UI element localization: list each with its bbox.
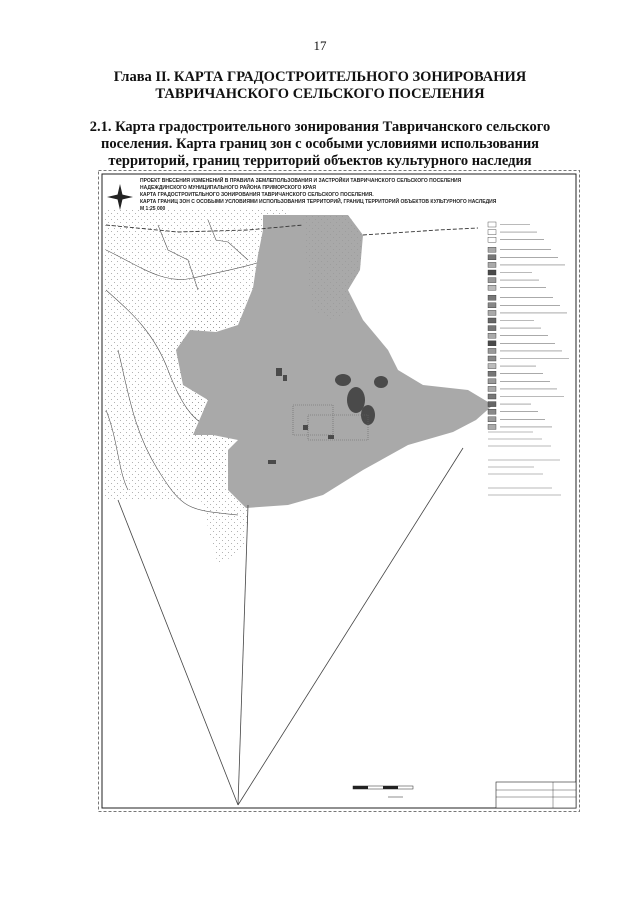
map-header-line: КАРТА ГРАНИЦ ЗОН С ОСОБЫМИ УСЛОВИЯМИ ИСПОЛЬЗОВАНИЯ ТЕРРИТОРИЙ, ГРАНИЦ ТЕРРИТОРИЙ ОБЪЕКТОВ КУЛЬТУРНОГО НАСЛЕДИЯ bbox=[140, 199, 497, 205]
legend-swatch bbox=[488, 341, 496, 346]
legend-swatch bbox=[488, 285, 496, 290]
legend-swatch bbox=[488, 303, 496, 308]
legend-swatch bbox=[488, 356, 496, 361]
map-header-line: ПРОЕКТ ВНЕСЕНИЯ ИЗМЕНЕНИЙ В ПРАВИЛА ЗЕМЛЕПОЛЬЗОВАНИЯ И ЗАСТРОЙКИ ТАВРИЧАНСКОГО СЕЛЬСКОГО ПОСЕЛЕНИЯ bbox=[140, 178, 462, 184]
title-block bbox=[496, 782, 576, 808]
map-header-line: М 1:25 000 bbox=[140, 206, 166, 212]
legend-swatch bbox=[488, 326, 496, 331]
zoning-map bbox=[98, 170, 580, 812]
legend-swatch bbox=[488, 247, 496, 252]
legend-swatch bbox=[488, 230, 496, 235]
legend-swatch bbox=[488, 278, 496, 283]
legend-swatch bbox=[488, 262, 496, 267]
legend-swatch bbox=[488, 424, 496, 429]
legend-swatch bbox=[488, 255, 496, 260]
legend-swatch bbox=[488, 417, 496, 422]
legend-swatch bbox=[488, 402, 496, 407]
chapter-title: Глава II. КАРТА ГРАДОСТРОИТЕЛЬНОГО ЗОНИРОВАНИЯ ТАВРИЧАНСКОГО СЕЛЬСКОГО ПОСЕЛЕНИЯ bbox=[113, 69, 527, 102]
legend-swatch bbox=[488, 237, 496, 242]
map-header-line: НАДЕЖДИНСКОГО МУНИЦИПАЛЬНОГО РАЙОНА ПРИМОРСКОГО КРАЯ bbox=[140, 185, 316, 191]
legend-swatch bbox=[488, 379, 496, 384]
map-header-line: КАРТА ГРАДОСТРОИТЕЛЬНОГО ЗОНИРОВАНИЯ ТАВРИЧАНСКОГО СЕЛЬСКОГО ПОСЕЛЕНИЯ. bbox=[140, 192, 374, 198]
legend-swatch bbox=[488, 409, 496, 414]
legend-swatch bbox=[488, 270, 496, 275]
legend-swatch bbox=[488, 310, 496, 315]
legend-swatch bbox=[488, 394, 496, 399]
legend-swatch bbox=[488, 333, 496, 338]
legend-swatch bbox=[488, 222, 496, 227]
legend-swatch bbox=[488, 371, 496, 376]
section-title: 2.1. Карта градостроительного зонирования Тавричанского сельского поселения. Карта границ зон с особыми условиями использования территорий, границ территорий объектов культурного наследия bbox=[89, 119, 551, 169]
legend-swatch bbox=[488, 318, 496, 323]
legend-swatch bbox=[488, 364, 496, 369]
legend-swatch bbox=[488, 348, 496, 353]
page-number: 17 bbox=[313, 38, 327, 53]
legend-swatch bbox=[488, 295, 496, 300]
legend-swatch bbox=[488, 386, 496, 391]
